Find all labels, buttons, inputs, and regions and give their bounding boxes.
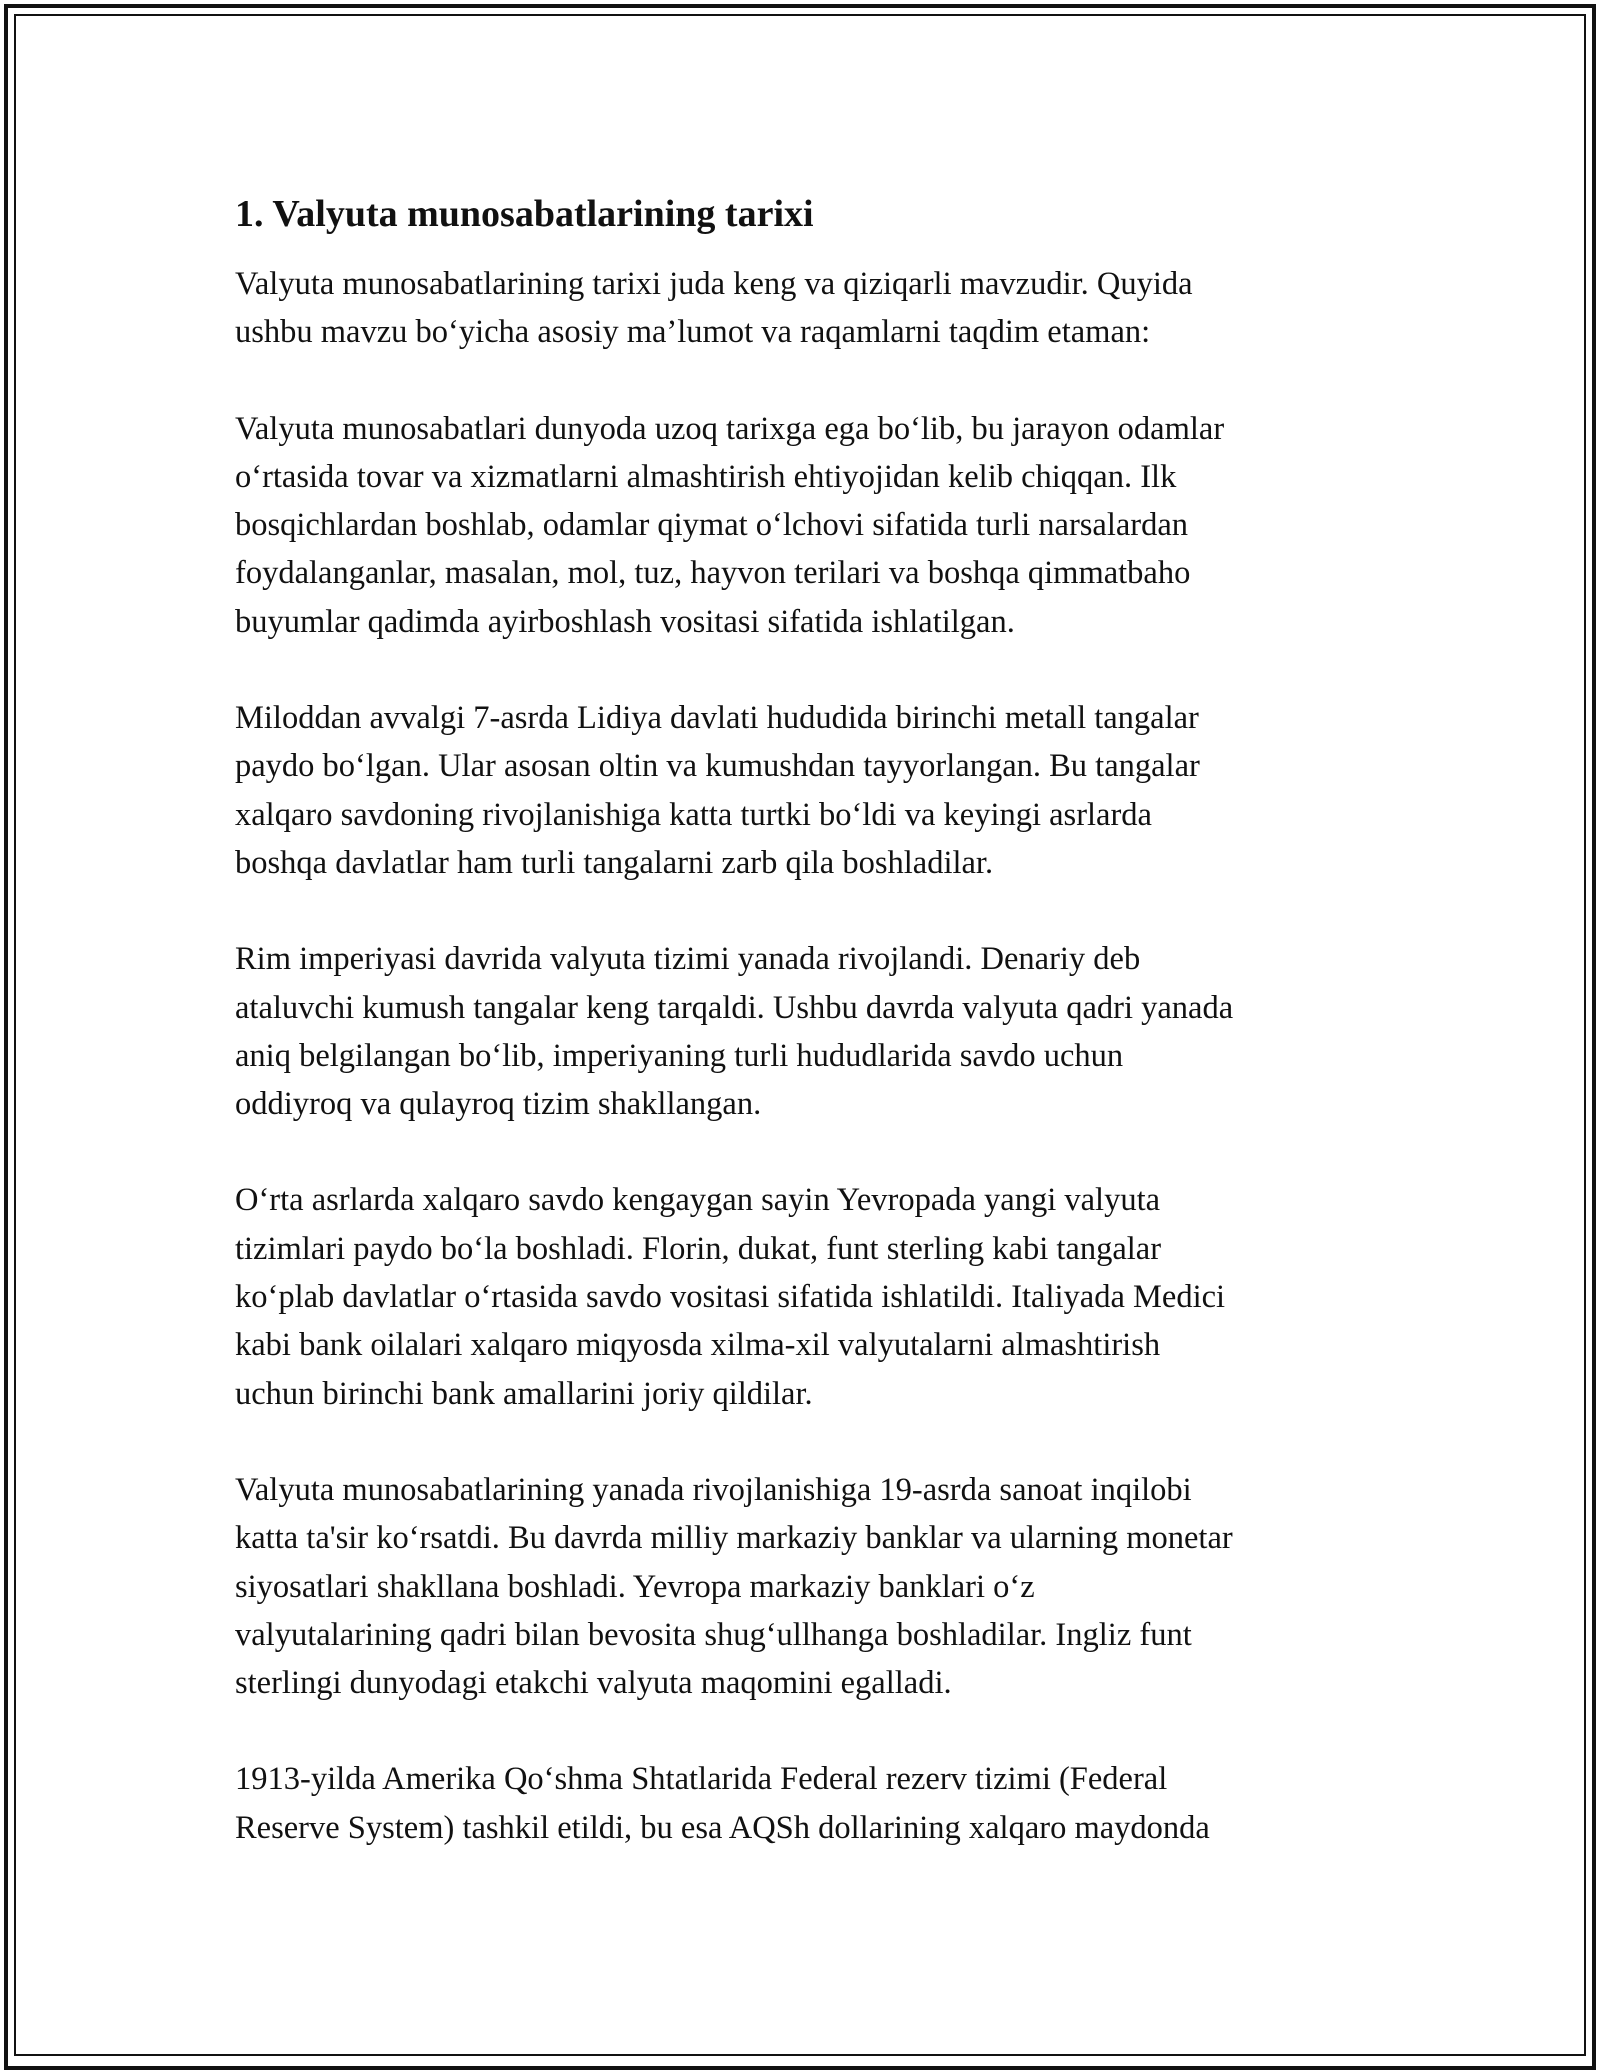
paragraph-lydia-coins bbox=[235, 694, 1385, 887]
text-line: oddiyroq va qulayroq tizim shakllangan. bbox=[235, 1086, 762, 1123]
text-line: ushbu mavzu bo‘yicha asosiy ma’lumot va raqamlarni taqdim etaman: bbox=[235, 314, 1151, 351]
paragraph-intro bbox=[235, 260, 1385, 357]
text-line: Miloddan avvalgi 7-asrda Lidiya davlati hududida birinchi metall tangalar bbox=[235, 700, 1199, 737]
text-line: Rim imperiyasi davrida valyuta tizimi yanada rivojlandi. Denariy deb bbox=[235, 941, 1141, 978]
text-line: Reserve System) tashkil etildi, bu esa AQSh dollarining xalqaro maydonda bbox=[235, 1809, 1210, 1846]
text-line: ko‘plab davlatlar o‘rtasida savdo vositasi sifatida ishlatildi. Italiyada Medici bbox=[235, 1279, 1226, 1316]
text-line: Valyuta munosabatlari dunyoda uzoq tarixga ega bo‘lib, bu jarayon odamlar bbox=[235, 410, 1225, 447]
text-line: xalqaro savdoning rivojlanishiga katta turtki bo‘ldi va keyingi asrlarda bbox=[235, 796, 1152, 833]
paragraph-roman-empire bbox=[235, 935, 1385, 1128]
text-line: o‘rtasida tovar va xizmatlarni almashtirish ehtiyojidan kelib chiqqan. Ilk bbox=[235, 458, 1177, 495]
text-line: valyutalarining qadri bilan bevosita shug‘ullhanga boshladilar. Ingliz funt bbox=[235, 1616, 1192, 1653]
text-line: O‘rta asrlarda xalqaro savdo kengaygan sayin Yevropada yangi valyuta bbox=[235, 1182, 1161, 1219]
paragraph-early-history bbox=[235, 405, 1385, 646]
text-line: buyumlar qadimda ayirboshlash vositasi sifatida ishlatilgan. bbox=[235, 603, 1015, 640]
text-line: uchun birinchi bank amallarini joriy qildilar. bbox=[235, 1375, 813, 1412]
text-line: bosqichlardan boshlab, odamlar qiymat o‘lchovi sifatida turli narsalardan bbox=[235, 507, 1189, 544]
text-line: 1913-yilda Amerika Qo‘shma Shtatlarida Federal rezerv tizimi (Federal bbox=[235, 1761, 1168, 1798]
text-line: kabi bank oilalari xalqaro miqyosda xilma-xil valyutalarni almashtirish bbox=[235, 1327, 1161, 1364]
paragraph-middle-ages bbox=[235, 1176, 1385, 1417]
document-body bbox=[235, 188, 1385, 1900]
text-line: aniq belgilangan bo‘lib, imperiyaning turli hududlarida savdo uchun bbox=[235, 1037, 1124, 1074]
text-line: tizimlari paydo bo‘la boshladi. Florin, dukat, funt sterling kabi tangalar bbox=[235, 1230, 1162, 1267]
paragraph-19th-century bbox=[235, 1466, 1385, 1707]
text-line: foydalanganlar, masalan, mol, tuz, hayvon terilari va boshqa qimmatbaho bbox=[235, 555, 1191, 592]
text-line: siyosatlari shakllana boshladi. Yevropa markaziy banklari o‘z bbox=[235, 1568, 1035, 1605]
text-line: katta ta'sir ko‘rsatdi. Bu davrda milliy markaziy banklar va ularning monetar bbox=[235, 1520, 1233, 1557]
text-line: boshqa davlatlar ham turli tangalarni zarb qila boshladilar. bbox=[235, 844, 994, 881]
text-line: sterlingi dunyodagi etakchi valyuta maqomini egalladi. bbox=[235, 1665, 952, 1702]
text-line: ataluvchi kumush tangalar keng tarqaldi. Ushbu davrda valyuta qadri yanada bbox=[235, 989, 1234, 1026]
section-heading: 1. Valyuta munosabatlarining tarixi bbox=[235, 193, 814, 235]
text-line: Valyuta munosabatlarining yanada rivojlanishiga 19-asrda sanoat inqilobi bbox=[235, 1471, 1192, 1508]
text-line: Valyuta munosabatlarining tarixi juda keng va qiziqarli mavzudir. Quyida bbox=[235, 266, 1193, 302]
paragraph-federal-reserve bbox=[235, 1755, 1385, 1852]
text-line: paydo bo‘lgan. Ular asosan oltin va kumushdan tayyorlangan. Bu tangalar bbox=[235, 748, 1200, 785]
